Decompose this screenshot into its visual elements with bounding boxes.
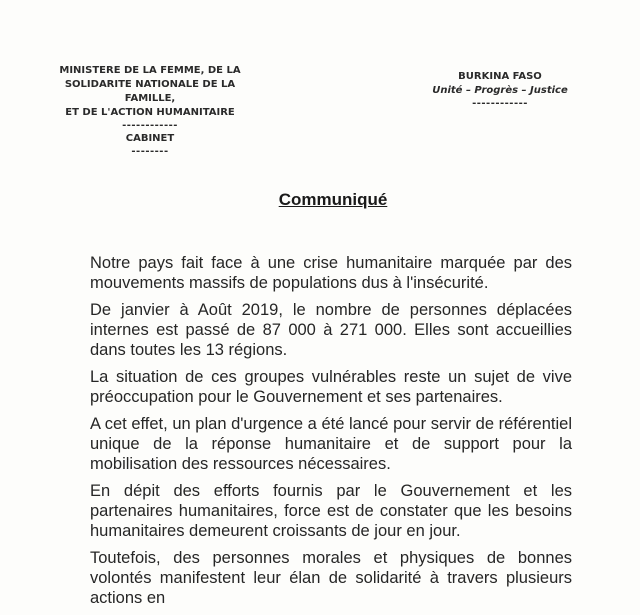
separator-dashes: -------- [131, 146, 169, 157]
paragraph: Toutefois, des personnes morales et physiques de bonnes volontés manifestent leur élan de solidarité à travers plusieurs actions en [90, 549, 572, 607]
ministry-header [40, 64, 260, 158]
paragraph: En dépit des efforts fournis par le Gouvernement et les partenaires humanitaires, force est de constater que les besoins humanitaires demeurent croissants de jour en jour. [90, 482, 572, 540]
national-motto: Unité – Progrès – Justice [432, 85, 568, 96]
document-body [90, 253, 572, 615]
ministry-name-line: SOLIDARITE NATIONALE DE LA FAMILLE, [64, 79, 236, 104]
country-header [420, 70, 580, 110]
separator-dashes: ------------ [472, 98, 528, 109]
paragraph: La situation de ces groupes vulnérables reste un sujet de vive préoccupation pour le Gouvernement et ses partenaires. [90, 368, 572, 406]
paragraph: A cet effet, un plan d'urgence a été lancé pour servir de référentiel unique de la réponse humanitaire et de support pour la mobilisation des ressources nécessaires. [90, 415, 572, 473]
ministry-name-line: ET DE L'ACTION HUMANITAIRE [65, 107, 235, 118]
paragraph: Notre pays fait face à une crise humanitaire marquée par des mouvements massifs de populations dus à l'insécurité. [90, 254, 572, 292]
separator-dashes: ------------ [122, 120, 178, 131]
ministry-name-line: MINISTERE DE LA FEMME, DE LA [59, 65, 241, 76]
country-name: BURKINA FASO [458, 71, 542, 82]
document-title: Communiqué [278, 190, 388, 209]
paragraph: De janvier à Août 2019, le nombre de personnes déplacées internes est passé de 87 000 à 271 000. Elles sont accueillies dans toutes les 13 régions. [90, 301, 572, 359]
cabinet-label: CABINET [125, 133, 175, 144]
